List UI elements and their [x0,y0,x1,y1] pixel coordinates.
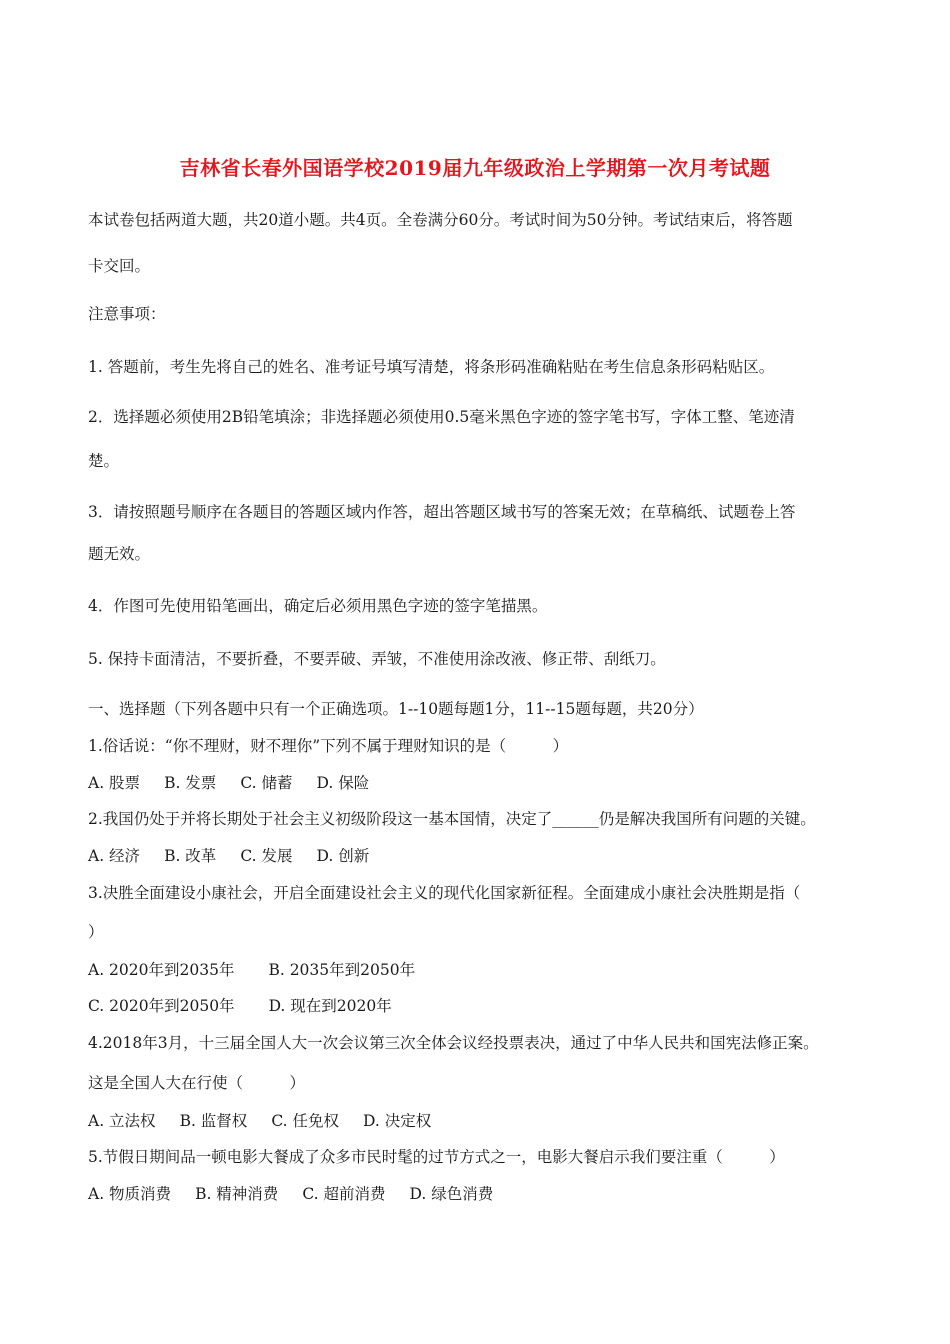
option-d: D. 绿色消费 [409,1185,494,1203]
option-c: C. 任免权 [271,1112,339,1130]
option-b: B. 精神消费 [195,1185,279,1203]
notice-1: 1. 答题前，考生先将自己的姓名、准考证号填写清楚，将条形码准确粘贴在考生信息条形码粘贴区。 [88,358,775,376]
option-d: D. 创新 [316,847,370,865]
question-3-options-row-2 [88,996,416,1016]
section-heading: 一、选择题（下列各题中只有一个正确选项。1--10题每题1分，11--15题每题，共20分） [88,700,704,718]
notice-2-line-1: 2．选择题必须使用2B铅笔填涂；非选择题必须使用0.5毫米黑色字迹的签字笔书写，字体工整、笔迹清 [88,408,795,426]
question-1-options [88,773,393,793]
option-c: C. 超前消费 [302,1185,386,1203]
option-d: D. 现在到2020年 [268,997,392,1015]
option-a: A. 经济 [88,847,141,865]
question-1-stem: 1.俗话说：“你不理财，财不理你”下列不属于理财知识的是（ ） [88,737,569,755]
option-a: A. 2020年到2035年 [88,961,235,979]
question-2-stem: 2.我国仍处于并将长期处于社会主义初级阶段这一基本国情，决定了______仍是解决我国所有问题的关键。 [88,810,816,828]
notice-2-line-2: 楚。 [88,452,120,470]
notice-3-line-1: 3．请按照题号顺序在各题目的答题区域内作答，超出答题区域书写的答案无效；在草稿纸、试题卷上答 [88,503,796,521]
question-3-stem-line-2: ） [88,923,104,941]
notice-3-line-2: 题无效。 [88,545,151,563]
option-d: D. 决定权 [362,1112,432,1130]
option-b: B. 发票 [164,774,217,792]
option-a: A. 立法权 [88,1112,156,1130]
question-2-options [88,846,393,866]
question-5-stem: 5.节假日期间品一顿电影大餐成了众多市民时髦的过节方式之一，电影大餐启示我们要注重（ ） [88,1148,785,1166]
question-3-stem-line-1: 3.决胜全面建设小康社会，开启全面建设社会主义的现代化国家新征程。全面建成小康社会决胜期是指（ [88,884,801,902]
option-a: A. 股票 [88,774,141,792]
question-4-stem-line-2: 这是全国人大在行使（ ） [88,1074,306,1092]
option-c: C. 发展 [240,847,293,865]
question-5-options [88,1184,517,1204]
option-b: B. 监督权 [179,1112,248,1130]
intro-line-1: 本试卷包括两道大题，共20道小题。共4页。全卷满分60分。考试时间为50分钟。考试结束后，将答题 [88,211,793,229]
option-d: D. 保险 [316,774,370,792]
option-b: B. 改革 [164,847,217,865]
option-a: A. 物质消费 [88,1185,172,1203]
option-b: B. 2035年到2050年 [268,961,416,979]
notice-heading: 注意事项： [88,305,166,323]
intro-line-2: 卡交回。 [88,257,151,275]
question-4-stem-line-1: 4.2018年3月，十三届全国人大一次会议第三次全体会议经投票表决，通过了中华人民共和国宪法修正案。 [88,1034,819,1052]
question-3-options-row-1 [88,960,439,980]
notice-5: 5. 保持卡面清洁，不要折叠，不要弄破、弄皱，不准使用涂改液、修正带、刮纸刀。 [88,650,666,668]
question-4-options [88,1111,455,1131]
notice-4: 4．作图可先使用铅笔画出，确定后必须用黑色字迹的签字笔描黑。 [88,597,548,615]
option-c: C. 2020年到2050年 [88,997,235,1015]
page-title: 吉林省长春外国语学校2019届九年级政治上学期第一次月考试题 [179,156,771,180]
option-c: C. 储蓄 [240,774,293,792]
